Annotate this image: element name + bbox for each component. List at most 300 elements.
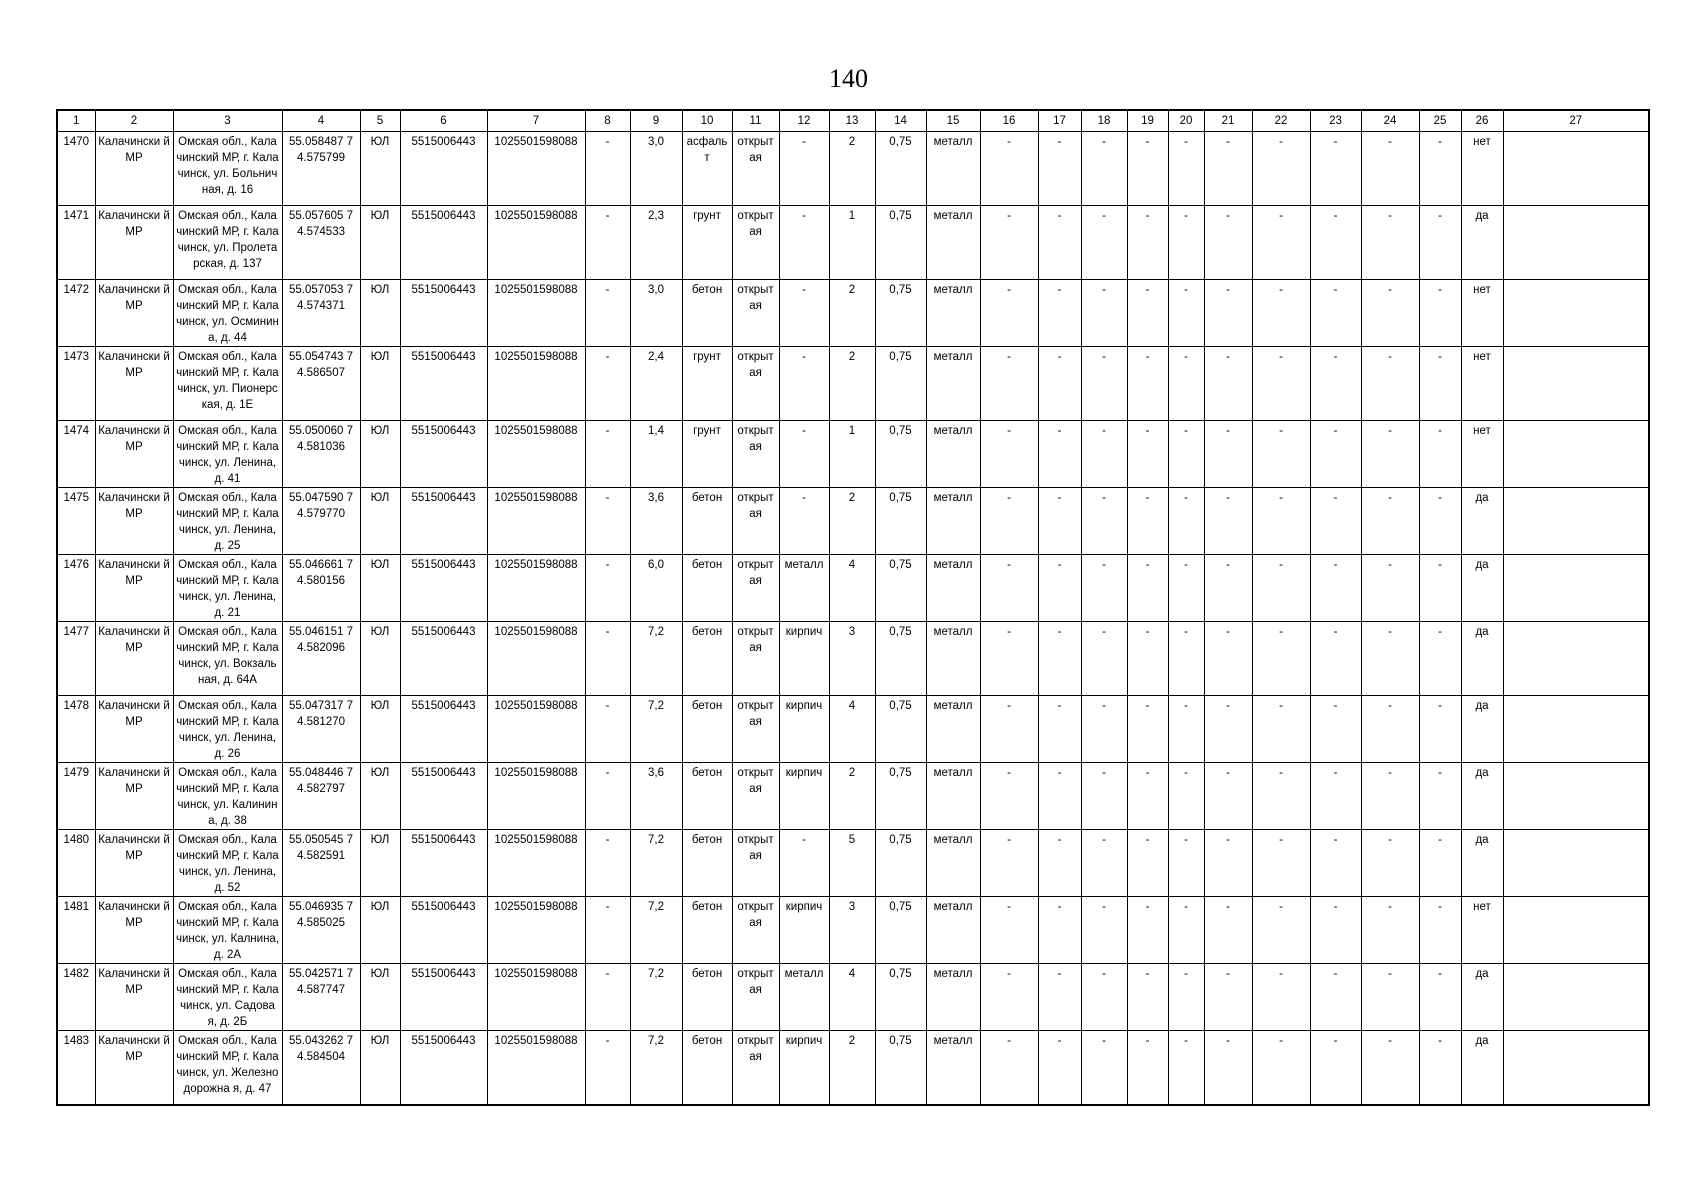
cell-col-2: Калачински й МР <box>95 555 173 622</box>
column-header-12: 12 <box>779 110 829 132</box>
cell-col-25: - <box>1419 555 1461 622</box>
cell-col-13: 4 <box>829 964 875 1031</box>
cell-col-7: 1025501598088 <box>487 280 585 347</box>
table-row <box>57 132 1649 206</box>
cell-col-8: - <box>585 1031 630 1105</box>
cell-col-21: - <box>1204 132 1252 206</box>
cell-col-12: - <box>779 347 829 421</box>
cell-col-20: - <box>1168 488 1204 555</box>
cell-col-26: да <box>1461 1031 1503 1105</box>
cell-col-1: 1470 <box>57 132 95 206</box>
cell-col-24: - <box>1361 206 1419 280</box>
cell-col-13: 1 <box>829 206 875 280</box>
cell-col-15: металл <box>926 555 980 622</box>
table-row <box>57 421 1649 488</box>
table-row <box>57 555 1649 622</box>
cell-col-20: - <box>1168 347 1204 421</box>
cell-col-26: да <box>1461 763 1503 830</box>
cell-col-10: бетон <box>682 830 732 897</box>
cell-col-17: - <box>1038 622 1081 696</box>
cell-col-17: - <box>1038 1031 1081 1105</box>
cell-col-22: - <box>1252 132 1310 206</box>
cell-col-23: - <box>1310 696 1361 763</box>
cell-col-8: - <box>585 132 630 206</box>
cell-col-4: 55.042571 74.587747 <box>282 964 360 1031</box>
cell-col-9: 2,3 <box>630 206 682 280</box>
cell-col-25: - <box>1419 897 1461 964</box>
cell-col-13: 2 <box>829 1031 875 1105</box>
cell-col-13: 2 <box>829 132 875 206</box>
column-header-3: 3 <box>173 110 282 132</box>
cell-col-16: - <box>980 763 1038 830</box>
cell-col-7: 1025501598088 <box>487 830 585 897</box>
registry-table <box>56 109 1650 1106</box>
cell-col-27 <box>1503 555 1649 622</box>
cell-col-4: 55.047317 74.581270 <box>282 696 360 763</box>
cell-col-1: 1483 <box>57 1031 95 1105</box>
cell-col-17: - <box>1038 897 1081 964</box>
cell-col-20: - <box>1168 696 1204 763</box>
cell-col-21: - <box>1204 421 1252 488</box>
cell-col-18: - <box>1081 555 1127 622</box>
cell-col-11: открыт ая <box>732 280 779 347</box>
cell-col-24: - <box>1361 1031 1419 1105</box>
cell-col-20: - <box>1168 421 1204 488</box>
cell-col-12: - <box>779 132 829 206</box>
column-header-5: 5 <box>360 110 400 132</box>
cell-col-15: металл <box>926 206 980 280</box>
cell-col-2: Калачински й МР <box>95 964 173 1031</box>
cell-col-5: ЮЛ <box>360 280 400 347</box>
cell-col-7: 1025501598088 <box>487 555 585 622</box>
cell-col-12: - <box>779 421 829 488</box>
cell-col-14: 0,75 <box>875 132 926 206</box>
cell-col-2: Калачински й МР <box>95 421 173 488</box>
cell-col-27 <box>1503 622 1649 696</box>
cell-col-14: 0,75 <box>875 206 926 280</box>
cell-col-19: - <box>1127 347 1168 421</box>
column-header-6: 6 <box>400 110 487 132</box>
page-number: 140 <box>829 64 868 93</box>
cell-col-3: Омская обл., Калачинский МР, г. Калачинск, ул. Ленина, д. 41 <box>173 421 282 488</box>
cell-col-5: ЮЛ <box>360 897 400 964</box>
cell-col-15: металл <box>926 1031 980 1105</box>
cell-col-11: открыт ая <box>732 347 779 421</box>
cell-col-16: - <box>980 488 1038 555</box>
cell-col-2: Калачински й МР <box>95 897 173 964</box>
table-row <box>57 206 1649 280</box>
cell-col-17: - <box>1038 763 1081 830</box>
cell-col-9: 7,2 <box>630 1031 682 1105</box>
cell-col-10: бетон <box>682 696 732 763</box>
column-number-header-row <box>57 110 1649 132</box>
cell-col-5: ЮЛ <box>360 1031 400 1105</box>
cell-col-9: 7,2 <box>630 696 682 763</box>
cell-col-9: 3,0 <box>630 280 682 347</box>
cell-col-9: 3,6 <box>630 488 682 555</box>
cell-col-27 <box>1503 488 1649 555</box>
cell-col-4: 55.054743 74.586507 <box>282 347 360 421</box>
cell-col-23: - <box>1310 488 1361 555</box>
cell-col-12: - <box>779 830 829 897</box>
cell-col-22: - <box>1252 964 1310 1031</box>
cell-col-17: - <box>1038 421 1081 488</box>
cell-col-2: Калачински й МР <box>95 347 173 421</box>
cell-col-8: - <box>585 280 630 347</box>
cell-col-7: 1025501598088 <box>487 347 585 421</box>
cell-col-26: да <box>1461 622 1503 696</box>
cell-col-14: 0,75 <box>875 421 926 488</box>
table-row <box>57 696 1649 763</box>
cell-col-5: ЮЛ <box>360 206 400 280</box>
cell-col-8: - <box>585 622 630 696</box>
cell-col-23: - <box>1310 1031 1361 1105</box>
cell-col-20: - <box>1168 132 1204 206</box>
cell-col-14: 0,75 <box>875 622 926 696</box>
cell-col-8: - <box>585 555 630 622</box>
cell-col-2: Калачински й МР <box>95 132 173 206</box>
cell-col-26: нет <box>1461 347 1503 421</box>
cell-col-26: да <box>1461 555 1503 622</box>
cell-col-8: - <box>585 488 630 555</box>
cell-col-25: - <box>1419 696 1461 763</box>
cell-col-17: - <box>1038 206 1081 280</box>
cell-col-15: металл <box>926 622 980 696</box>
cell-col-15: металл <box>926 421 980 488</box>
cell-col-26: да <box>1461 488 1503 555</box>
cell-col-3: Омская обл., Калачинский МР, г. Калачинск, ул. Садовая, д. 2Б <box>173 964 282 1031</box>
cell-col-13: 1 <box>829 421 875 488</box>
cell-col-11: открыт ая <box>732 897 779 964</box>
column-header-7: 7 <box>487 110 585 132</box>
cell-col-19: - <box>1127 206 1168 280</box>
table-row <box>57 488 1649 555</box>
cell-col-1: 1479 <box>57 763 95 830</box>
cell-col-17: - <box>1038 830 1081 897</box>
cell-col-20: - <box>1168 830 1204 897</box>
cell-col-18: - <box>1081 622 1127 696</box>
cell-col-21: - <box>1204 206 1252 280</box>
cell-col-11: открыт ая <box>732 488 779 555</box>
cell-col-1: 1472 <box>57 280 95 347</box>
cell-col-11: открыт ая <box>732 622 779 696</box>
cell-col-24: - <box>1361 347 1419 421</box>
cell-col-11: открыт ая <box>732 830 779 897</box>
cell-col-7: 1025501598088 <box>487 897 585 964</box>
cell-col-10: асфаль т <box>682 132 732 206</box>
cell-col-21: - <box>1204 696 1252 763</box>
cell-col-11: открыт ая <box>732 1031 779 1105</box>
cell-col-23: - <box>1310 763 1361 830</box>
cell-col-21: - <box>1204 763 1252 830</box>
cell-col-1: 1480 <box>57 830 95 897</box>
cell-col-9: 7,2 <box>630 897 682 964</box>
cell-col-18: - <box>1081 347 1127 421</box>
cell-col-15: металл <box>926 897 980 964</box>
cell-col-5: ЮЛ <box>360 622 400 696</box>
cell-col-17: - <box>1038 347 1081 421</box>
column-header-11: 11 <box>732 110 779 132</box>
cell-col-7: 1025501598088 <box>487 132 585 206</box>
cell-col-23: - <box>1310 280 1361 347</box>
cell-col-10: бетон <box>682 964 732 1031</box>
cell-col-6: 5515006443 <box>400 280 487 347</box>
cell-col-6: 5515006443 <box>400 347 487 421</box>
cell-col-7: 1025501598088 <box>487 1031 585 1105</box>
cell-col-15: металл <box>926 488 980 555</box>
cell-col-10: грунт <box>682 347 732 421</box>
column-header-17: 17 <box>1038 110 1081 132</box>
cell-col-18: - <box>1081 763 1127 830</box>
table-row <box>57 347 1649 421</box>
cell-col-13: 2 <box>829 347 875 421</box>
cell-col-16: - <box>980 1031 1038 1105</box>
cell-col-9: 1,4 <box>630 421 682 488</box>
cell-col-22: - <box>1252 347 1310 421</box>
cell-col-24: - <box>1361 421 1419 488</box>
column-header-23: 23 <box>1310 110 1361 132</box>
cell-col-12: металл <box>779 964 829 1031</box>
cell-col-19: - <box>1127 421 1168 488</box>
cell-col-7: 1025501598088 <box>487 206 585 280</box>
cell-col-20: - <box>1168 280 1204 347</box>
cell-col-9: 7,2 <box>630 622 682 696</box>
cell-col-11: открыт ая <box>732 132 779 206</box>
cell-col-6: 5515006443 <box>400 132 487 206</box>
cell-col-21: - <box>1204 280 1252 347</box>
cell-col-22: - <box>1252 622 1310 696</box>
cell-col-16: - <box>980 280 1038 347</box>
cell-col-15: металл <box>926 347 980 421</box>
column-header-13: 13 <box>829 110 875 132</box>
cell-col-15: металл <box>926 763 980 830</box>
cell-col-25: - <box>1419 206 1461 280</box>
cell-col-26: да <box>1461 206 1503 280</box>
cell-col-21: - <box>1204 830 1252 897</box>
cell-col-15: металл <box>926 830 980 897</box>
cell-col-4: 55.058487 74.575799 <box>282 132 360 206</box>
table-row <box>57 763 1649 830</box>
cell-col-25: - <box>1419 964 1461 1031</box>
cell-col-8: - <box>585 897 630 964</box>
cell-col-3: Омская обл., Калачинский МР, г. Калачинск, ул. Ленина, д. 21 <box>173 555 282 622</box>
column-header-22: 22 <box>1252 110 1310 132</box>
cell-col-27 <box>1503 964 1649 1031</box>
table-row <box>57 1031 1649 1105</box>
cell-col-13: 4 <box>829 696 875 763</box>
cell-col-8: - <box>585 763 630 830</box>
cell-col-27 <box>1503 206 1649 280</box>
cell-col-10: грунт <box>682 421 732 488</box>
cell-col-25: - <box>1419 488 1461 555</box>
cell-col-25: - <box>1419 132 1461 206</box>
cell-col-12: кирпич <box>779 696 829 763</box>
cell-col-14: 0,75 <box>875 280 926 347</box>
cell-col-22: - <box>1252 1031 1310 1105</box>
cell-col-19: - <box>1127 897 1168 964</box>
column-header-27: 27 <box>1503 110 1649 132</box>
cell-col-11: открыт ая <box>732 421 779 488</box>
cell-col-6: 5515006443 <box>400 1031 487 1105</box>
cell-col-27 <box>1503 132 1649 206</box>
cell-col-18: - <box>1081 897 1127 964</box>
cell-col-6: 5515006443 <box>400 488 487 555</box>
table-row <box>57 830 1649 897</box>
cell-col-26: нет <box>1461 132 1503 206</box>
cell-col-24: - <box>1361 897 1419 964</box>
cell-col-14: 0,75 <box>875 696 926 763</box>
cell-col-27 <box>1503 347 1649 421</box>
cell-col-16: - <box>980 555 1038 622</box>
cell-col-22: - <box>1252 696 1310 763</box>
cell-col-2: Калачински й МР <box>95 1031 173 1105</box>
cell-col-17: - <box>1038 964 1081 1031</box>
cell-col-17: - <box>1038 696 1081 763</box>
cell-col-23: - <box>1310 132 1361 206</box>
cell-col-5: ЮЛ <box>360 696 400 763</box>
cell-col-24: - <box>1361 555 1419 622</box>
table-row <box>57 622 1649 696</box>
cell-col-23: - <box>1310 421 1361 488</box>
cell-col-18: - <box>1081 421 1127 488</box>
cell-col-3: Омская обл., Калачинский МР, г. Калачинск, ул. Вокзальная, д. 64А <box>173 622 282 696</box>
cell-col-20: - <box>1168 206 1204 280</box>
cell-col-27 <box>1503 280 1649 347</box>
cell-col-17: - <box>1038 555 1081 622</box>
cell-col-5: ЮЛ <box>360 964 400 1031</box>
cell-col-5: ЮЛ <box>360 830 400 897</box>
cell-col-18: - <box>1081 206 1127 280</box>
cell-col-22: - <box>1252 897 1310 964</box>
cell-col-7: 1025501598088 <box>487 622 585 696</box>
cell-col-16: - <box>980 964 1038 1031</box>
cell-col-18: - <box>1081 132 1127 206</box>
column-header-26: 26 <box>1461 110 1503 132</box>
cell-col-7: 1025501598088 <box>487 964 585 1031</box>
cell-col-9: 6,0 <box>630 555 682 622</box>
cell-col-20: - <box>1168 897 1204 964</box>
cell-col-9: 2,4 <box>630 347 682 421</box>
cell-col-4: 55.046935 74.585025 <box>282 897 360 964</box>
cell-col-25: - <box>1419 622 1461 696</box>
cell-col-6: 5515006443 <box>400 897 487 964</box>
cell-col-4: 55.043262 74.584504 <box>282 1031 360 1105</box>
column-header-14: 14 <box>875 110 926 132</box>
cell-col-26: нет <box>1461 421 1503 488</box>
cell-col-22: - <box>1252 763 1310 830</box>
cell-col-25: - <box>1419 1031 1461 1105</box>
cell-col-20: - <box>1168 763 1204 830</box>
cell-col-27 <box>1503 696 1649 763</box>
cell-col-11: открыт ая <box>732 763 779 830</box>
column-header-16: 16 <box>980 110 1038 132</box>
table-row <box>57 280 1649 347</box>
cell-col-26: да <box>1461 696 1503 763</box>
cell-col-9: 7,2 <box>630 830 682 897</box>
cell-col-16: - <box>980 132 1038 206</box>
cell-col-13: 3 <box>829 897 875 964</box>
cell-col-15: металл <box>926 696 980 763</box>
cell-col-14: 0,75 <box>875 1031 926 1105</box>
cell-col-15: металл <box>926 964 980 1031</box>
column-header-9: 9 <box>630 110 682 132</box>
cell-col-16: - <box>980 347 1038 421</box>
cell-col-6: 5515006443 <box>400 696 487 763</box>
cell-col-23: - <box>1310 622 1361 696</box>
cell-col-5: ЮЛ <box>360 763 400 830</box>
cell-col-23: - <box>1310 347 1361 421</box>
cell-col-27 <box>1503 763 1649 830</box>
cell-col-19: - <box>1127 763 1168 830</box>
cell-col-18: - <box>1081 1031 1127 1105</box>
cell-col-25: - <box>1419 280 1461 347</box>
cell-col-2: Калачински й МР <box>95 696 173 763</box>
cell-col-14: 0,75 <box>875 488 926 555</box>
column-header-24: 24 <box>1361 110 1419 132</box>
cell-col-24: - <box>1361 488 1419 555</box>
cell-col-19: - <box>1127 622 1168 696</box>
cell-col-1: 1477 <box>57 622 95 696</box>
cell-col-1: 1473 <box>57 347 95 421</box>
cell-col-8: - <box>585 830 630 897</box>
cell-col-3: Омская обл., Калачинский МР, г. Калачинск, ул. Калинина, д. 38 <box>173 763 282 830</box>
cell-col-13: 5 <box>829 830 875 897</box>
cell-col-8: - <box>585 696 630 763</box>
cell-col-13: 2 <box>829 763 875 830</box>
cell-col-2: Калачински й МР <box>95 830 173 897</box>
cell-col-13: 4 <box>829 555 875 622</box>
cell-col-21: - <box>1204 347 1252 421</box>
cell-col-4: 55.050060 74.581036 <box>282 421 360 488</box>
cell-col-21: - <box>1204 1031 1252 1105</box>
cell-col-13: 3 <box>829 622 875 696</box>
cell-col-12: кирпич <box>779 763 829 830</box>
cell-col-2: Калачински й МР <box>95 280 173 347</box>
column-header-4: 4 <box>282 110 360 132</box>
cell-col-19: - <box>1127 488 1168 555</box>
cell-col-19: - <box>1127 132 1168 206</box>
cell-col-10: бетон <box>682 622 732 696</box>
cell-col-24: - <box>1361 696 1419 763</box>
cell-col-17: - <box>1038 132 1081 206</box>
cell-col-12: металл <box>779 555 829 622</box>
cell-col-22: - <box>1252 555 1310 622</box>
cell-col-10: бетон <box>682 1031 732 1105</box>
cell-col-27 <box>1503 830 1649 897</box>
cell-col-22: - <box>1252 206 1310 280</box>
cell-col-5: ЮЛ <box>360 347 400 421</box>
cell-col-22: - <box>1252 280 1310 347</box>
column-header-15: 15 <box>926 110 980 132</box>
cell-col-6: 5515006443 <box>400 830 487 897</box>
cell-col-2: Калачински й МР <box>95 206 173 280</box>
cell-col-4: 55.057053 74.574371 <box>282 280 360 347</box>
cell-col-1: 1471 <box>57 206 95 280</box>
cell-col-13: 2 <box>829 280 875 347</box>
column-header-18: 18 <box>1081 110 1127 132</box>
cell-col-24: - <box>1361 763 1419 830</box>
cell-col-6: 5515006443 <box>400 206 487 280</box>
cell-col-4: 55.050545 74.582591 <box>282 830 360 897</box>
cell-col-14: 0,75 <box>875 964 926 1031</box>
cell-col-14: 0,75 <box>875 555 926 622</box>
cell-col-19: - <box>1127 964 1168 1031</box>
cell-col-7: 1025501598088 <box>487 696 585 763</box>
cell-col-20: - <box>1168 1031 1204 1105</box>
cell-col-23: - <box>1310 830 1361 897</box>
cell-col-14: 0,75 <box>875 347 926 421</box>
cell-col-9: 3,0 <box>630 132 682 206</box>
